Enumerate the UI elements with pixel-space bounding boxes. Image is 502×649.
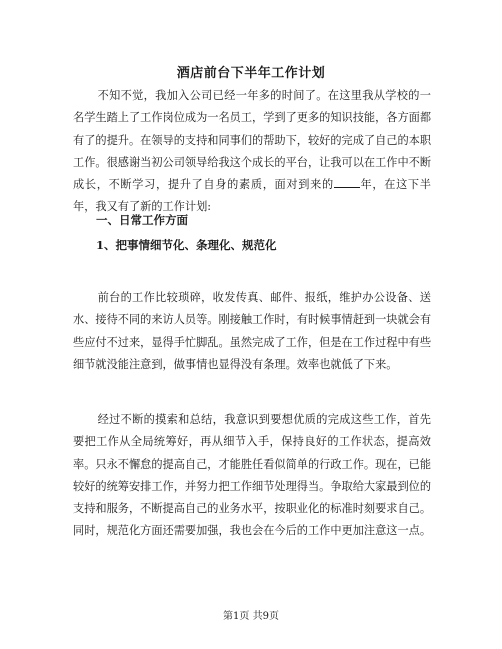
body-paragraph-1: 前台的工作比较琐碎，收发传真、邮件、报纸，维护办公设备、送水、接待不同的来访人员等。刚接触工作时，有时候事情赶到一块就会有些应付不过来，显得手忙脚乱。虽然完成了工作，但是在工作过程中有些细节就没能注意到，做事情也显得没有条理。效率也就低了下来。 xyxy=(73,291,432,371)
intro-text: 不知不觉，我加入公司已经一年多的时间了。在这里我从学校的一名学生踏上了工作岗位成为一名员工，学到了更多的知识技能，各方面都有了的提升。在领导的支持和同事们的帮助下，较好的完成了自己的本职工作。很感谢当初公司领导给我这个成长的平台，让我可以在工作中不断成长，不断学习，提升了自身的素质，面对到来的 xyxy=(73,89,432,192)
intro-text-end: 年，在这下半年，我又有了新的工作计划: xyxy=(73,178,431,214)
subsection-heading: 1、把事情细节化、条理化、规范化 xyxy=(96,238,277,252)
page-footer: 第1页 共9页 xyxy=(223,611,279,622)
body-paragraph-2: 经过不断的摸索和总结，我意识到要想优质的完成这些工作，首先要把工作从全局统筹好，再从细节入手，保持良好的工作状态，提高效率。只永不懈怠的提高自己，才能胜任看似简单的行政工作。现在，已能较好的统筹安排工作，并努力把工作细节处理得当。争取给大家最到位的支持和服务，不断提高自己的业务水平，按职业化的标准时刻要求自己。同时，规范化方面还需要加强，我也会在今后的工作中更加注意这一点。 xyxy=(73,413,432,538)
section-heading: 一、日常工作方面 xyxy=(96,213,188,227)
blank-line xyxy=(334,177,360,188)
intro-paragraph xyxy=(73,85,431,219)
document-title: 酒店前台下半年工作计划 xyxy=(176,66,326,81)
